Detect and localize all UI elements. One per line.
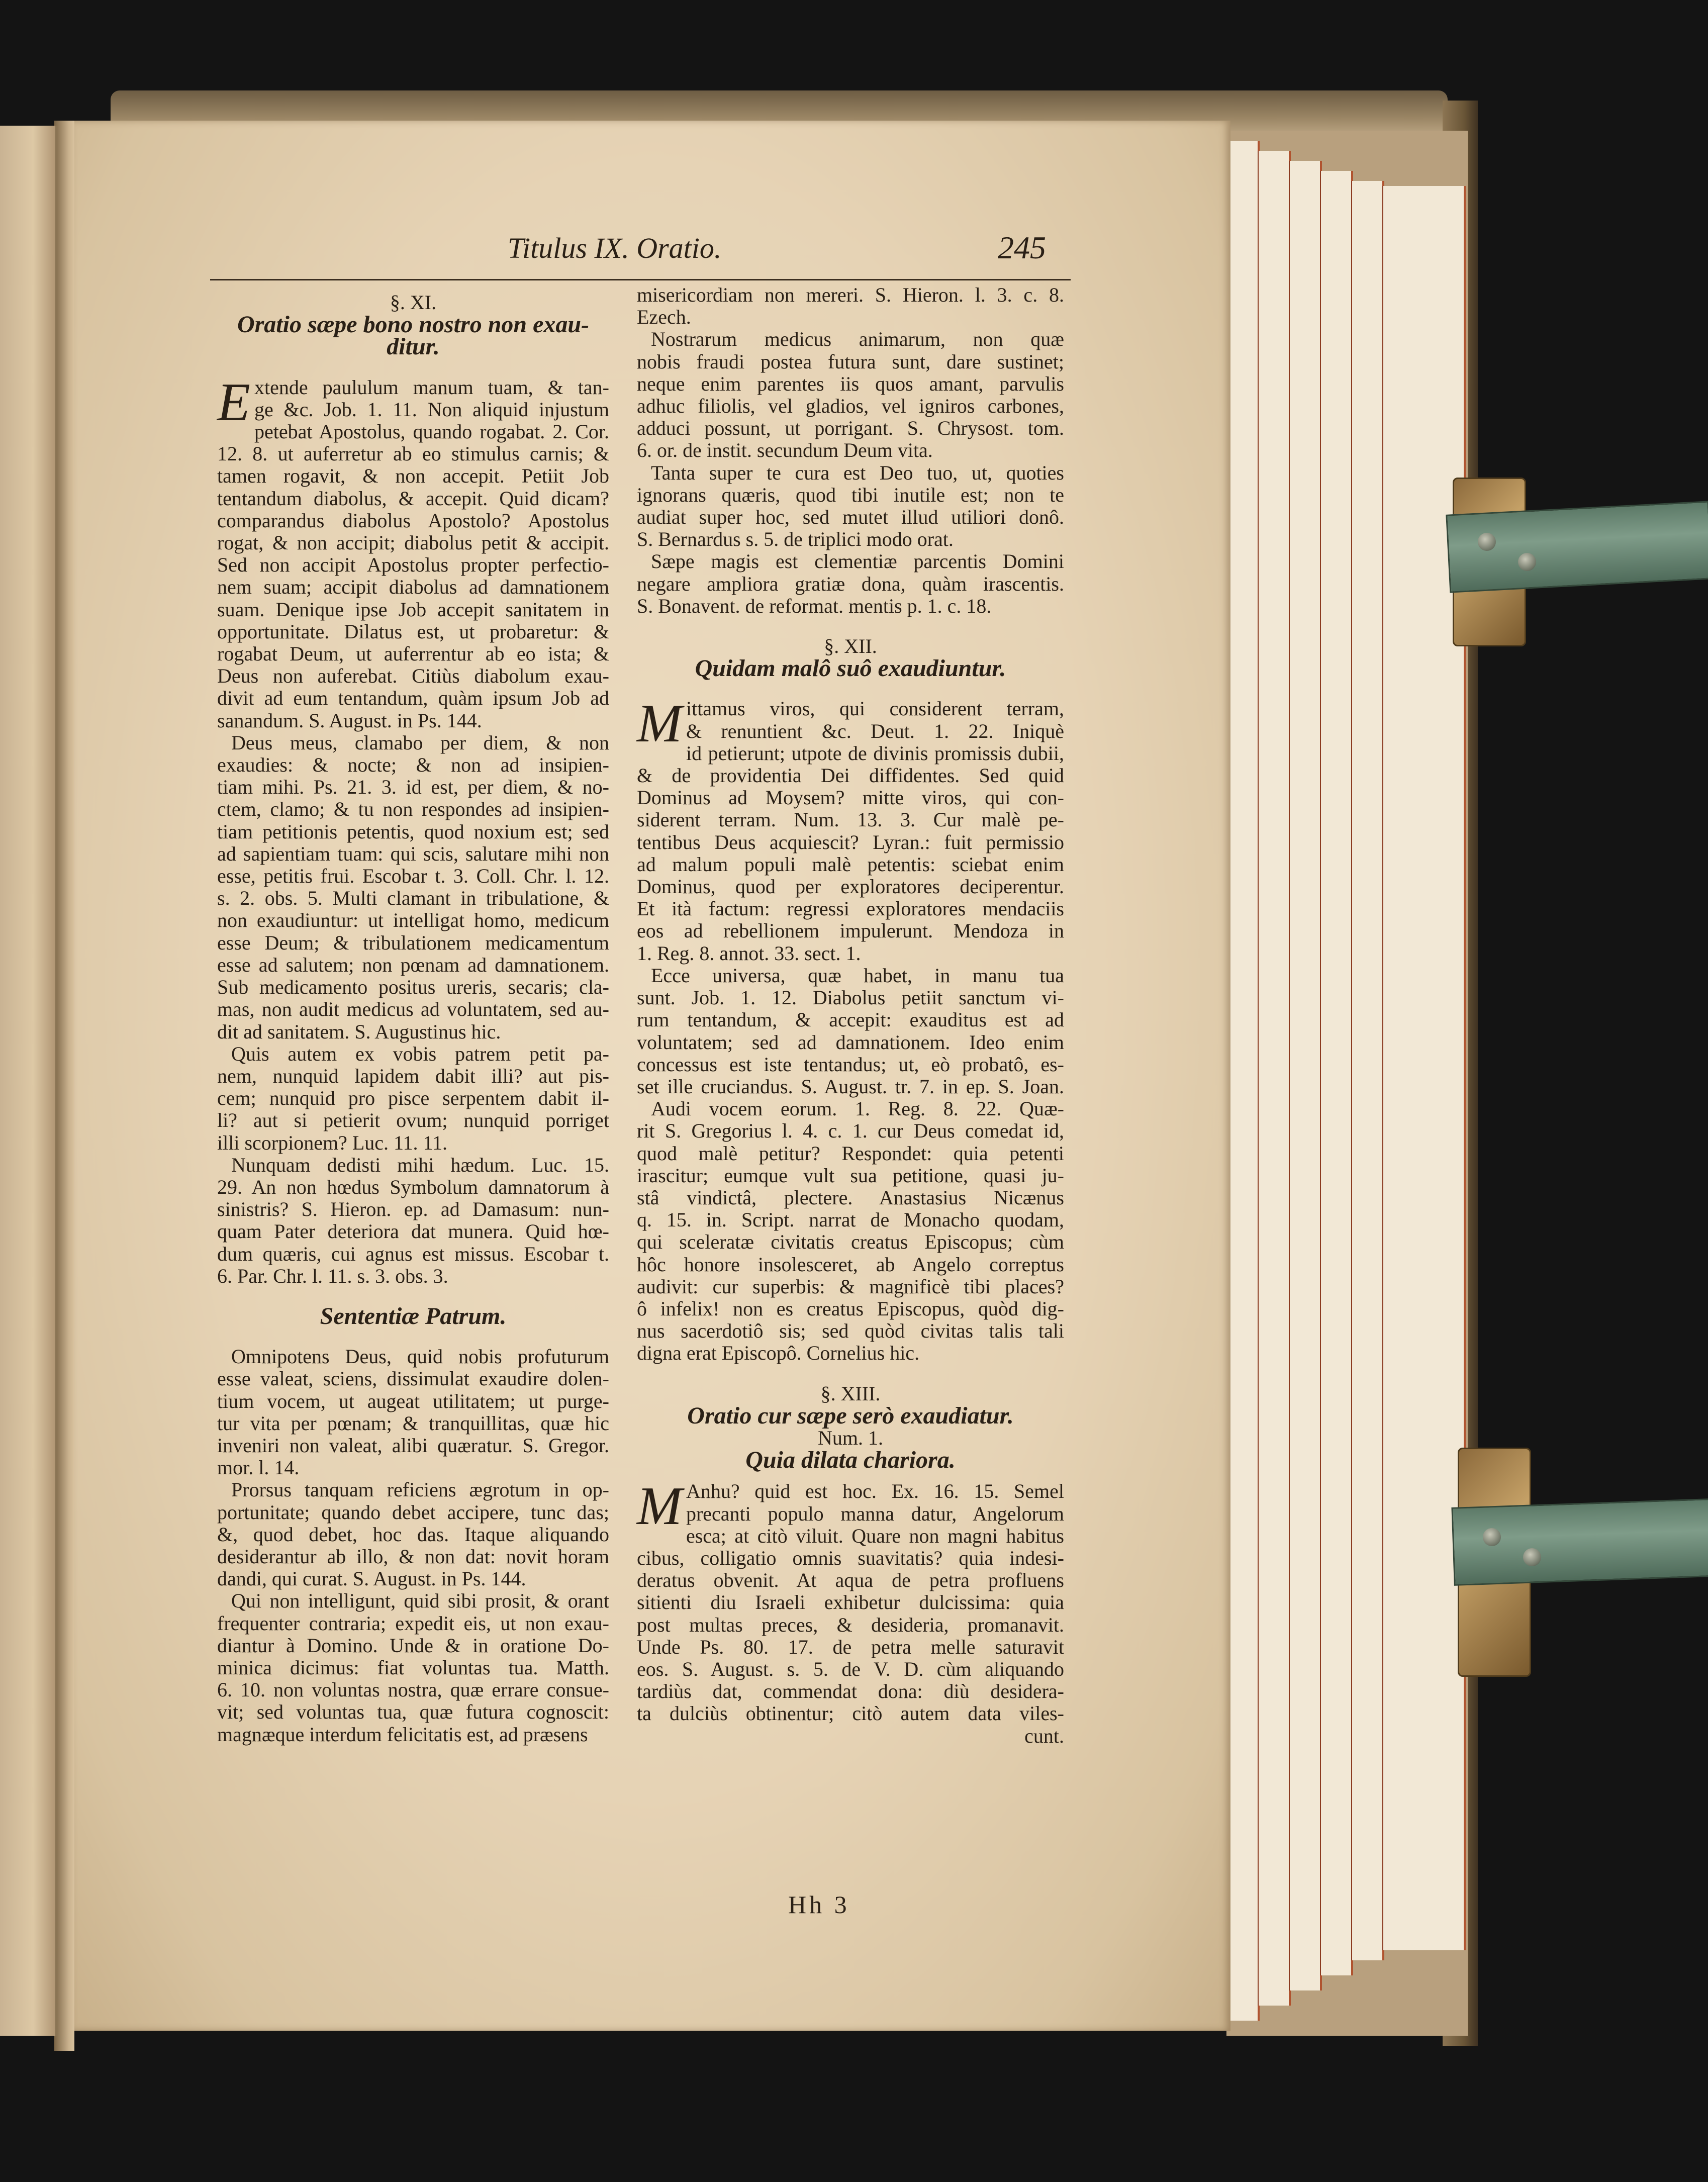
text-line: illi scorpionem? Luc. 11. 11. xyxy=(217,1131,448,1154)
text-line: &, quod debet, hoc das. Itaque aliquando xyxy=(217,1523,609,1546)
text-line: Qui non intelligunt, quid sibi prosit, & orant xyxy=(231,1590,609,1612)
section-number: §. XI. xyxy=(390,291,437,314)
text-line: sanandum. S. August. in Ps. 144. xyxy=(217,709,482,732)
text-line: id petierunt; utpote de divinis promissis dubii, xyxy=(686,742,1064,765)
drop-cap: M xyxy=(637,1476,682,1537)
text-line: sunt. Job. 1. 12. Diabolus petiit sanctum vi- xyxy=(637,987,1064,1009)
text-line: tur vita per pœnam; & tranquillitas, quæ hic xyxy=(217,1412,609,1435)
text-line: deratus obvenit. At aqua de petra profluens xyxy=(637,1569,1064,1592)
text-line: opportunitate. Dilatus est, ut probaretur: & xyxy=(217,620,609,643)
text-line: 6. Par. Chr. l. 11. s. 3. obs. 3. xyxy=(217,1265,448,1287)
text-line: ta dulciùs obtinentur; citò autem data viles- xyxy=(637,1702,1064,1725)
text-line: Ezech. xyxy=(637,306,691,329)
text-line: 6. 10. non voluntas nostra, quæ errare consue- xyxy=(217,1679,609,1701)
text-line: Dominus, quod per exploratores deciperentur. xyxy=(637,876,1064,898)
section-title: Oratio cur sæpe serò exaudiatur. xyxy=(687,1402,1014,1429)
text-line: ad malum populi malè petentis: sciebat enim xyxy=(637,853,1064,876)
text-line: ge &c. Job. 1. 11. Non aliquid injustum xyxy=(254,398,609,421)
text-line: nus sacerdotiô sis; sed quòd civitas talis tali xyxy=(637,1320,1064,1343)
text-line: tardiùs dat, commendat dona: diù desidera- xyxy=(637,1680,1064,1703)
text-line: vit; sed voluntas tua, quæ futura cognoscit: xyxy=(217,1701,609,1724)
text-line: Ecce universa, quæ habet, in manu tua xyxy=(651,964,1064,987)
text-line: misericordiam non mereri. S. Hieron. l. 3. c. 8. xyxy=(637,284,1064,306)
text-line: eos ad rebellionem impulerunt. Mendoza in xyxy=(637,920,1064,942)
section-number: §. XII. xyxy=(824,635,877,658)
text-line: Quis autem ex vobis patrem petit pa- xyxy=(231,1042,609,1065)
section-body xyxy=(637,694,1064,1365)
text-line: Prorsus tanquam reficiens ægrotum in op- xyxy=(231,1479,609,1501)
section-subtitle: Quia dilata chariora. xyxy=(745,1447,956,1474)
text-line: neque enim parentes iis quos amant, parvulis xyxy=(637,372,1064,395)
text-line: s. 2. obs. 5. Multi clamant in tribulatione, & xyxy=(217,887,609,910)
text-line: Audi vocem eorum. 1. Reg. 8. 22. Quæ- xyxy=(651,1098,1064,1120)
text-line: tium vocem, ut augeat utilitatem; ut purge- xyxy=(217,1390,609,1412)
drop-cap: E xyxy=(217,372,250,432)
running-head: Titulus IX. Oratio. xyxy=(508,232,722,264)
text-line: cem; nunquid pro pisce serpentem dabit il- xyxy=(217,1087,609,1110)
text-line: divit ad eum tentandum, quàm ipsum Job ad xyxy=(217,687,609,710)
text-line: Sub medicamento positus ureris, secaris; cla- xyxy=(217,976,609,999)
text-line: ad sapientiam tuam: qui scis, salutare mihi non xyxy=(217,842,609,865)
signature-mark: Hh 3 xyxy=(788,1890,850,1919)
text-line: Anhu? quid est hoc. Ex. 16. 15. Semel xyxy=(686,1480,1064,1503)
text-line: set ille cruciandus. S. August. tr. 7. in ep. S. Joan. xyxy=(637,1075,1064,1098)
text-line: adduci possunt, ut porrigant. S. Chrysost. tom. xyxy=(637,417,1064,440)
text-line: & de providentia Dei diffidentes. Sed quid xyxy=(637,765,1064,787)
catchword: cunt. xyxy=(1024,1725,1064,1747)
text-line: sinistris? S. Hieron. ep. ad Damasum: nun- xyxy=(217,1198,609,1221)
section-title: Sententiæ Patrum. xyxy=(320,1302,507,1330)
text-line: 12. 8. ut auferretur ab eo stimulus carnis; & xyxy=(217,443,609,465)
text-line: ô infelix! non es creatus Episcopus, quòd dig- xyxy=(637,1297,1064,1320)
text-line: ignorans quæris, quod tibi inutile est; non te xyxy=(637,484,1064,506)
text-line: tiam petitionis petentis, quod noxium est; sed xyxy=(217,820,609,843)
text-line: tentandum diabolus, & accepit. Quid dicam? xyxy=(217,487,609,510)
text-line: dandi, qui curat. S. August. in Ps. 144. xyxy=(217,1568,526,1590)
text-line: esse valeat, sciens, dissimulat exaudire dolen- xyxy=(217,1368,609,1390)
text-line: precanti populo manna datur, Angelorum xyxy=(686,1502,1064,1525)
text-line: quam Pater deteriora dat munera. Quid hœ- xyxy=(217,1220,609,1243)
text-line: Deus non auferebat. Citiùs diabolum exau- xyxy=(217,665,609,688)
text-line: rogat, & non accipit; diabolus petit & accipit. xyxy=(217,532,609,554)
text-line: rogabat Deum, ut auferrentur ab eo ista; & xyxy=(217,643,609,666)
text-line: negare ampliora gratiæ dona, quàm irascentis. xyxy=(637,573,1064,595)
text-line: rum tentandum, & accepit: exauditus est ad xyxy=(637,1009,1064,1031)
text-line: Sæpe magis est clementiæ parcentis Domini xyxy=(651,550,1064,573)
rivet-icon xyxy=(1523,1548,1541,1566)
text-line: Nostrarum medicus animarum, non quæ xyxy=(651,328,1064,351)
section-title: Quidam malô suô exaudiuntur. xyxy=(695,655,1006,682)
text-line: suam. Denique ipse Job accepit sanitatem in xyxy=(217,598,609,621)
text-line: xtende paululum manum tuam, & tan- xyxy=(254,376,609,399)
text-line: dit ad sanitatem. S. Augustinus hic. xyxy=(217,1020,501,1043)
book-gutter xyxy=(54,121,74,2051)
text-line: 1. Reg. 8. annot. 33. sect. 1. xyxy=(637,942,861,965)
text-line: dum quæris, cui agnus est missus. Escobar t. xyxy=(217,1243,609,1265)
rivet-icon xyxy=(1518,553,1536,571)
rivet-icon xyxy=(1483,1528,1501,1546)
text-line: magnæque interdum felicitatis est, ad præsens xyxy=(217,1723,588,1746)
text-line: hôc honore insolesceret, ab Angelo correptus xyxy=(637,1253,1064,1276)
page-fore-edge-stack xyxy=(1226,131,1468,2036)
text-line: Dominus ad Moysem? mitte viros, qui con- xyxy=(637,787,1064,809)
text-line: irascitur; eumque vult sua petitione, quasi ju- xyxy=(637,1164,1064,1187)
text-line: Nunquam dedisti mihi hædum. Luc. 15. xyxy=(231,1154,609,1176)
text-line: eos. S. August. s. 5. de V. D. cùm aliquando xyxy=(637,1658,1064,1680)
text-line: tentibus Deus acquiescit? Lyran.: fuit permissio xyxy=(637,831,1064,853)
text-line: quod malè petitur? Respondet: quia petenti xyxy=(637,1142,1064,1165)
text-line: esca; at citò viluit. Quare non magni habitus xyxy=(686,1525,1064,1547)
text-line: nem, nunquid lapidem dabit illi? aut pis- xyxy=(217,1065,609,1087)
text-line: frequenter contraria; expedit eis, ut non exau- xyxy=(217,1612,609,1635)
text-line: Unde Ps. 80. 17. de petra melle saturavit xyxy=(637,1636,1064,1658)
text-line: petebat Apostolus, quando rogabat. 2. Cor. xyxy=(254,421,609,443)
text-line: inveniri non valeat, alibi quæratur. S. Gregor. xyxy=(217,1434,609,1457)
text-line: qui sceleratæ civitatis creatus Episcopus; cùm xyxy=(637,1231,1064,1254)
text-line: ittamus viros, qui considerent terram, xyxy=(686,698,1064,720)
text-line: mor. l. 14. xyxy=(217,1457,300,1479)
text-line: mas, non audit medicus ad voluntatem, sed au- xyxy=(217,998,609,1021)
text-line: diantur à Domino. Unde & in oratione Do- xyxy=(217,1634,609,1657)
text-line: audivit: cur superbis: & magnificè tibi places? xyxy=(637,1275,1064,1298)
text-line: cibus, colligatio omnis suavitatis? quia indesi- xyxy=(637,1547,1064,1569)
rivet-icon xyxy=(1478,533,1496,551)
text-line: esse, petitis frui. Escobar t. 3. Coll. Chr. l. 12. xyxy=(217,865,609,888)
text-line: Tanta super te cura est Deo tuo, ut, quoties xyxy=(651,461,1064,484)
text-line: nem suam; accipit diabolus ad damnationem xyxy=(217,576,609,599)
header-rule xyxy=(210,279,1071,280)
text-line: desiderantur ab illo, & non dat: novit horam xyxy=(217,1545,609,1568)
text-line: esse ad salutem; non pœnam ad damnationem. xyxy=(217,954,609,976)
text-line: siderent terram. Num. 13. 3. Cur malè pe- xyxy=(637,809,1064,831)
text-line: S. Bonavent. de reformat. mentis p. 1. c. 18. xyxy=(637,595,992,617)
text-line: portunitate; quando debet accipere, tunc das; xyxy=(217,1501,609,1524)
text-line: 29. An non hœdus Symbolum damnatorum à xyxy=(217,1176,609,1198)
text-line: ctem, clamo; & tu non respondes ad insipien- xyxy=(217,798,609,821)
section-body xyxy=(637,1476,1064,1725)
text-line: nobis fraudi postea futura sunt, dare sustinet; xyxy=(637,350,1064,373)
text-line: digna erat Episcopô. Cornelius hic. xyxy=(637,1342,920,1365)
text-line: stâ vindictâ, plectere. Anastasius Nicænus xyxy=(637,1186,1064,1209)
text-line: exaudies: & nocte; & non ad insipien- xyxy=(217,754,609,777)
text-line: esse Deum; & tribulationem medicamentum xyxy=(217,931,609,954)
section-body xyxy=(217,1346,609,1746)
text-line: 6. or. de instit. secundum Deum vita. xyxy=(637,439,933,462)
text-line: Et ità factum: regressi exploratores mendaciis xyxy=(637,898,1064,920)
text-line: audiat super hoc, sed mutet illud utiliori donô. xyxy=(637,506,1064,529)
page-number: 245 xyxy=(998,230,1046,265)
text-line: Deus meus, clamabo per diem, & non xyxy=(231,731,609,754)
text-line: Omnipotens Deus, quid nobis profuturum xyxy=(231,1346,609,1368)
section-title: ditur. xyxy=(387,333,440,360)
text-line: Sed non accipit Apostolus propter perfectio- xyxy=(217,554,609,577)
section-number: §. XIII. xyxy=(820,1382,881,1405)
text-line: non exaudiuntur: ut intelligat homo, medicum xyxy=(217,909,609,932)
text-line: voluntatem; sed ad damnationem. Ideo enim xyxy=(637,1031,1064,1054)
text-line: tiam mihi. Ps. 21. 3. id est, per diem, & no- xyxy=(217,776,609,799)
text-line: post multas preces, & desideria, promanavit. xyxy=(637,1614,1064,1636)
section-body xyxy=(217,372,609,1287)
text-line: S. Bernardus s. 5. de triplici modo orat. xyxy=(637,528,954,551)
section-title: Oratio sæpe bono nostro non exau- xyxy=(237,311,590,338)
left-text-column xyxy=(217,292,609,1746)
text-line: sitienti diu Israeli exhibetur dulcissima: quia xyxy=(637,1591,1064,1614)
drop-cap: M xyxy=(637,694,682,754)
text-line: comparandus diabolus Apostolo? Apostolus xyxy=(217,509,609,532)
section-subnumber: Num. 1. xyxy=(818,1426,883,1449)
text-line: adhuc filiolis, vel gladios, vel igniros carbones, xyxy=(637,395,1064,418)
section-body xyxy=(637,284,1064,617)
text-line: rit S. Gregorius l. 4. c. 1. cur Deus comedat id, xyxy=(637,1120,1064,1143)
left-page-edge xyxy=(0,126,57,2036)
text-line: minica dicimus: fiat voluntas tua. Matth. xyxy=(217,1656,609,1679)
text-line: li? aut si petierit ovum; nunquid porriget xyxy=(217,1109,609,1132)
text-line: & renuntient &c. Deut. 1. 22. Iniquè xyxy=(686,720,1064,742)
right-text-column xyxy=(637,284,1064,1747)
text-line: concessus est iste tentandus; ut, eò probatô, es- xyxy=(637,1053,1064,1076)
text-line: q. 15. in. Script. narrat de Monacho quodam, xyxy=(637,1209,1064,1231)
text-line: tamen rogavit, & non accepit. Petiit Job xyxy=(217,465,609,488)
